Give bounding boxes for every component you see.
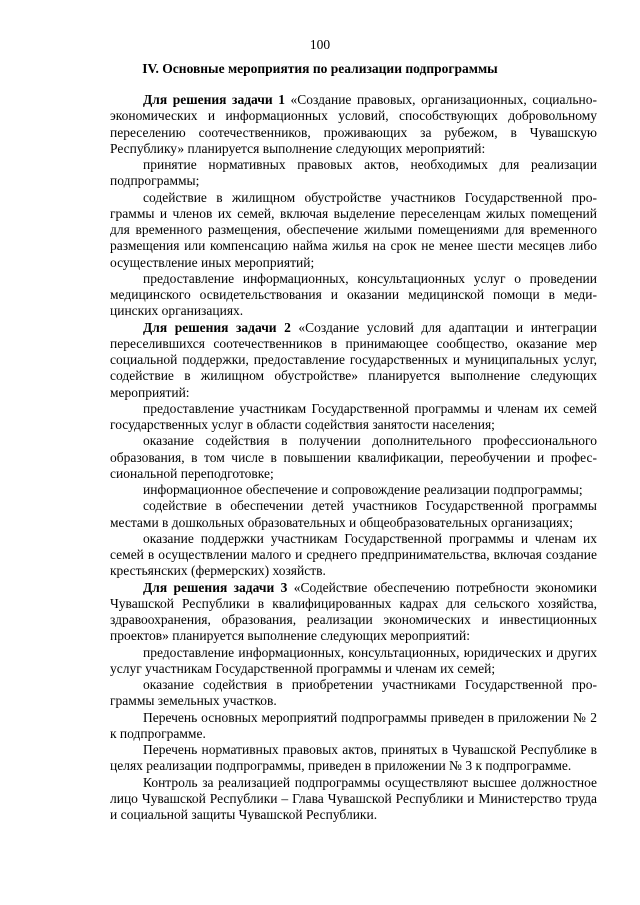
paragraph (110, 531, 597, 580)
document-body (110, 92, 597, 823)
paragraph-lead: Для решения задачи 3 (143, 579, 288, 595)
paragraph (110, 271, 597, 320)
paragraph (110, 320, 597, 401)
paragraph (110, 775, 597, 824)
paragraph-lead: Для решения задачи 2 (143, 319, 291, 335)
paragraph-text: «Создание условий для адаптации и интеграции переселившихся соотечественников в принимающее сообщество, оказание мер социальной поддержки, предоставление государственных и муниципальных услуг, содействие в жилищном обустройстве» планируется выполнение следующих мероприятий: (110, 319, 597, 400)
paragraph-text: оказание содействия в приобретении участниками Государственной программы земельных участков. (110, 677, 597, 709)
paragraph-text: содействие в жилищном обустройстве участников Государственной программы и членов их семей, включая выделение переселенцам жилых помещений для временного размещения, обеспечение жилыми помещениями для временного размещения или компенсацию найма жилья на срок не менее шести месяцев либо осуществление иных мероприятий; (110, 189, 597, 270)
paragraph (110, 92, 597, 157)
paragraph-text: Перечень нормативных правовых актов, принятых в Чувашской Республике в целях реализации подпрограммы, приведен в приложении № 3 к подпрограмме. (110, 742, 597, 774)
paragraph-text: предоставление информационных, консультационных услуг о проведении медицинского освидетельствования и оказании медицинской помощи в медицинских организациях. (110, 270, 597, 319)
paragraph-text: Контроль за реализацией подпрограммы осуществляют высшее должностное лицо Чувашской Республики – Глава Чувашской Республики и Министерство труда и социальной защиты Чувашской Республики. (110, 774, 597, 822)
page-number: 100 (309, 37, 331, 52)
paragraph (110, 498, 597, 531)
paragraph (110, 190, 597, 271)
paragraph (110, 677, 597, 710)
paragraph-text: содействие в обеспечении детей участников Государственной программы местами в дошкольных образовательных и общеобразовательных организациях; (110, 498, 597, 530)
paragraph (110, 710, 597, 743)
section-heading: IV. Основные мероприятия по реализации подпрограммы (142, 61, 498, 76)
paragraph-text: «Создание правовых, организационных, социально-экономических и информационных условий, способствующих добровольному переселению соотечественников, проживающих за рубежом, в Чувашскую Республику» планируется выполнение следующих мероприятий: (110, 92, 597, 156)
paragraph-text: Перечень основных мероприятий подпрограммы приведен в приложении № 2 к подпрограмме. (110, 709, 597, 741)
paragraph (110, 401, 597, 434)
paragraph (110, 482, 597, 498)
paragraph-text: информационное обеспечение и сопровождение реализации подпрограммы; (143, 482, 583, 497)
paragraph (110, 580, 597, 645)
paragraph (110, 433, 597, 482)
paragraph-lead: Для решения задачи 1 (143, 92, 285, 107)
paragraph-text: оказание содействия в получении дополнительного профессионального образования, в том числе в повышении квалификации, переобучении и профессиональной переподготовке; (110, 433, 597, 481)
paragraph-text: оказание поддержки участникам Государственной программы и членам их семей в осуществлении малого и среднего предпринимательства, включая создание крестьянских (фермерских) хозяйств. (110, 530, 597, 579)
paragraph (110, 742, 597, 775)
paragraph (110, 645, 597, 678)
paragraph-text: предоставление информационных, консультационных, юридических и других услуг участникам Государственной программы и членам их семей; (110, 644, 597, 676)
paragraph-text: принятие нормативных правовых актов, необходимых для реализации подпрограммы; (110, 157, 597, 189)
paragraph-text: предоставление участникам Государственной программы и членам их семей государственных услуг в области содействия занятости населения; (110, 400, 597, 432)
paragraph (110, 157, 597, 190)
paragraph-text: «Содействие обеспечению потребности экономики Чувашской Республики в квалифицированных кадрах для сельского хозяйства, здравоохранения, образования, реализации экономических и инвестиционных проектов» планируется выполнение следующих мероприятий: (110, 579, 597, 644)
